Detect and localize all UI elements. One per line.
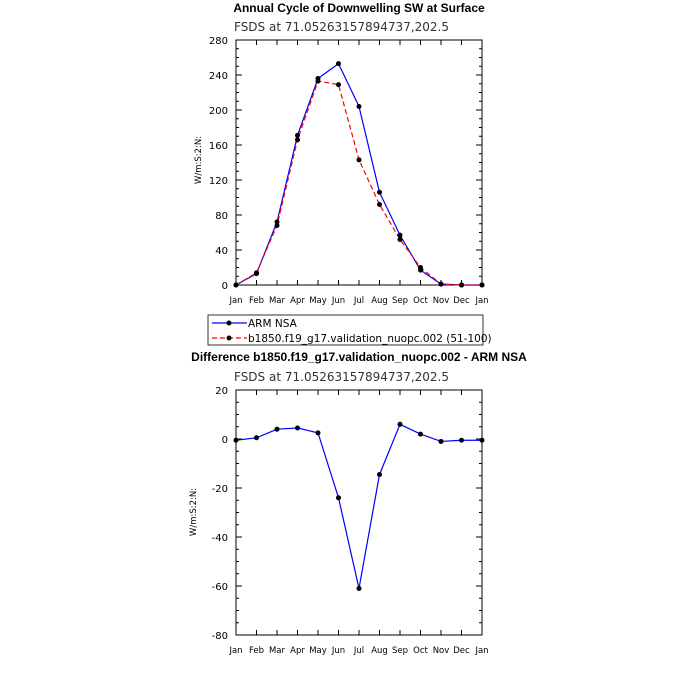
axis-ticks bbox=[209, 36, 489, 306]
x-tick-label: Aug bbox=[371, 646, 388, 656]
data-point bbox=[275, 223, 280, 228]
data-point bbox=[336, 495, 341, 500]
data-point bbox=[357, 157, 362, 162]
chart-difference bbox=[189, 350, 527, 656]
x-tick-label: Jun bbox=[331, 296, 346, 306]
x-tick-label: Aug bbox=[371, 296, 388, 306]
legend-marker-arm-nsa bbox=[227, 321, 232, 326]
data-point bbox=[480, 283, 485, 288]
y-tick-label: 120 bbox=[208, 176, 228, 187]
x-tick-label: Jun bbox=[331, 646, 346, 656]
y-tick-label: -40 bbox=[211, 533, 228, 544]
y-tick-label: -60 bbox=[211, 582, 228, 593]
x-tick-label: Jul bbox=[353, 296, 365, 306]
y-tick-label: -80 bbox=[211, 631, 228, 642]
series-layer bbox=[234, 61, 485, 287]
data-point bbox=[357, 586, 362, 591]
data-point bbox=[336, 82, 341, 87]
y-tick-label: 0 bbox=[221, 281, 228, 292]
y-tick-label: 240 bbox=[208, 71, 228, 82]
x-tick-label: Dec bbox=[453, 646, 470, 656]
x-tick-label: Nov bbox=[432, 646, 450, 656]
data-point bbox=[234, 438, 239, 443]
data-point bbox=[254, 435, 259, 440]
y-tick-label: 0 bbox=[221, 435, 228, 446]
data-point bbox=[295, 137, 300, 142]
data-point bbox=[418, 432, 423, 437]
x-tick-label: Apr bbox=[290, 646, 305, 656]
data-point bbox=[234, 283, 239, 288]
data-point bbox=[439, 439, 444, 444]
x-tick-label: Dec bbox=[453, 296, 470, 306]
data-point bbox=[439, 282, 444, 287]
plot-frame bbox=[236, 40, 482, 285]
data-point bbox=[377, 202, 382, 207]
series-line-1 bbox=[236, 81, 482, 285]
x-tick-label: Apr bbox=[290, 296, 305, 306]
data-point bbox=[398, 422, 403, 427]
series-line-0 bbox=[236, 424, 482, 588]
data-point bbox=[295, 133, 300, 138]
series-layer bbox=[234, 422, 485, 591]
chart-annual-cycle bbox=[194, 1, 492, 345]
x-tick-label: Jan bbox=[475, 296, 489, 306]
x-tick-label: Oct bbox=[413, 646, 428, 656]
x-tick-label: Sep bbox=[391, 296, 409, 306]
y-tick-label: 40 bbox=[215, 246, 228, 257]
data-point bbox=[459, 283, 464, 288]
legend-label-model: b1850.f19_g17.validation_nuopc.002 (51-100) bbox=[248, 333, 492, 345]
data-point bbox=[398, 237, 403, 242]
data-point bbox=[398, 233, 403, 238]
plot-frame bbox=[236, 390, 482, 635]
axis-ticks bbox=[212, 386, 489, 656]
data-point bbox=[316, 79, 321, 84]
series-line-0 bbox=[236, 64, 482, 285]
y-tick-label: 160 bbox=[208, 141, 228, 152]
data-point bbox=[336, 61, 341, 66]
y-axis-label: W/m:S:2:N: bbox=[189, 487, 199, 537]
x-tick-label: Feb bbox=[248, 296, 265, 306]
data-point bbox=[316, 430, 321, 435]
y-tick-label: -20 bbox=[211, 484, 228, 495]
data-point bbox=[295, 425, 300, 430]
x-tick-label: Jan bbox=[475, 646, 489, 656]
data-point bbox=[357, 104, 362, 109]
chart-subtitle: FSDS at 71.05263157894737,202.5 bbox=[234, 370, 449, 384]
data-point bbox=[254, 270, 259, 275]
x-tick-label: May bbox=[309, 646, 327, 656]
x-tick-label: Mar bbox=[268, 646, 286, 656]
x-tick-label: Mar bbox=[268, 296, 286, 306]
x-tick-label: Jan bbox=[229, 296, 243, 306]
x-tick-label: May bbox=[309, 296, 327, 306]
x-tick-label: Sep bbox=[391, 646, 409, 656]
data-point bbox=[377, 472, 382, 477]
data-point bbox=[377, 190, 382, 195]
data-point bbox=[459, 438, 464, 443]
chart-title: Annual Cycle of Downwelling SW at Surface bbox=[233, 1, 485, 15]
y-tick-label: 80 bbox=[215, 211, 228, 222]
x-tick-label: Nov bbox=[432, 296, 450, 306]
y-tick-label: 280 bbox=[208, 36, 228, 47]
x-tick-label: Jul bbox=[353, 646, 365, 656]
legend-marker-model bbox=[227, 336, 232, 341]
y-tick-label: 20 bbox=[215, 386, 228, 397]
y-tick-label: 200 bbox=[208, 106, 228, 117]
legend-label-arm-nsa: ARM NSA bbox=[248, 318, 297, 330]
data-point bbox=[275, 427, 280, 432]
x-tick-label: Oct bbox=[413, 296, 428, 306]
data-point bbox=[418, 265, 423, 270]
y-axis-label: W/m:S:2:N: bbox=[194, 135, 204, 185]
x-tick-label: Feb bbox=[248, 646, 265, 656]
chart-title: Difference b1850.f19_g17.validation_nuopc.002 - ARM NSA bbox=[191, 350, 527, 364]
x-tick-label: Jan bbox=[229, 646, 243, 656]
data-point bbox=[480, 438, 485, 443]
chart-subtitle: FSDS at 71.05263157894737,202.5 bbox=[234, 20, 449, 34]
legend bbox=[208, 315, 492, 345]
